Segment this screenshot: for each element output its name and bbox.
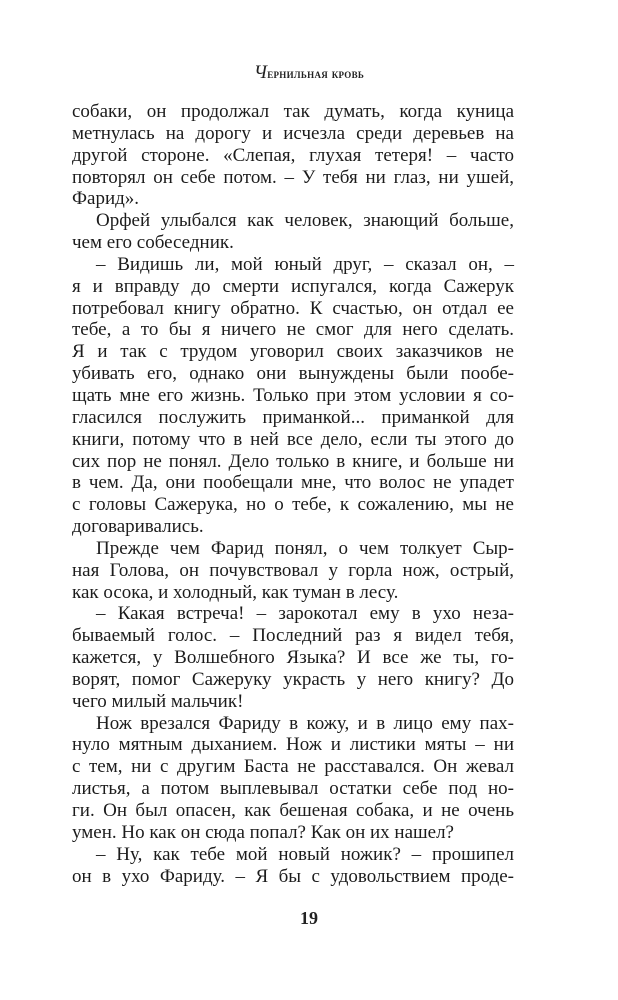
text-line: я и вправду до смерти испугался, когда Сажерук [72, 275, 514, 297]
text-line: Нож врезался Фариду в кожу, и в лицо ему пах- [96, 712, 514, 734]
text-line: договаривались. [72, 516, 204, 538]
paragraph [72, 603, 514, 712]
text-line: бываемый голос. – Последний раз я видел тебя, [72, 625, 514, 647]
running-head-initial: Ч [253, 62, 268, 83]
text-line: собаки, он продолжал так думать, когда куница [72, 101, 514, 122]
text-line: потребовал книгу обратно. К счастью, он отдал ее [72, 297, 514, 319]
text-line: гласился послужить приманкой... приманкой для [72, 406, 514, 428]
paragraph [72, 538, 514, 604]
text-line: другой стороне. «Слепая, глухая тетеря! – часто [72, 144, 514, 166]
text-line: повторял он себе потом. – У тебя ни глаз, ни ушей, [72, 166, 514, 188]
text-line: как осока, и холодный, как туман в лесу. [72, 581, 399, 603]
text-line: чего милый мальчик! [72, 690, 244, 712]
text-line: ворят, помог Сажеруку украсть у него книгу? До [72, 668, 514, 690]
paragraph [72, 210, 514, 254]
text-line: убивать его, однако они вынуждены были пообе- [72, 363, 514, 385]
text-line: он в ухо Фариду. – Я бы с удовольствием проде- [72, 865, 514, 887]
text-line: Я и так с трудом уговорил своих заказчиков не [72, 341, 514, 363]
paragraph [72, 101, 514, 210]
text-line: – Какая встреча! – зарокотал ему в ухо неза- [96, 603, 514, 625]
text-line: – Видишь ли, мой юный друг, – сказал он, – [96, 253, 514, 275]
text-line: сих пор не понял. Дело только в книге, и больше ни [72, 450, 514, 472]
text-line: Фарид». [72, 188, 140, 210]
text-line: щать мне его жизнь. Только при этом условии я со- [72, 384, 514, 406]
text-line: в чем. Да, они пообещали мне, что волос не упадет [72, 472, 514, 494]
running-head [0, 62, 618, 84]
text-line: ная Голова, он почувствовал у горла нож, острый, [72, 559, 514, 581]
text-line: нуло мятным дыханием. Нож и листики мяты – ни [72, 734, 514, 756]
text-line: Прежде чем Фарид понял, о чем толкует Сыр- [96, 537, 514, 559]
text-line: ги. Он был опасен, как бешеная собака, и не очень [72, 800, 514, 821]
paragraph [72, 844, 514, 888]
paragraph [72, 713, 514, 844]
text-line: книги, потому что в ней все дело, если ты этого до [72, 428, 514, 450]
text-line: умен. Но как он сюда попал? Как он их нашел? [72, 821, 454, 843]
text-line: с тем, ни с другим Баста не расставался. Он жевал [72, 756, 514, 778]
text-line: с головы Сажерука, но о тебе, к сожалению, мы не [72, 494, 514, 516]
text-line: тебе, а то бы я ничего не смог для него сделать. [72, 319, 514, 341]
text-line: кажется, у Волшебного Языка? И все же ты, го- [72, 647, 514, 669]
body-text [72, 101, 514, 887]
running-head-title: ернильная кровь [267, 66, 365, 81]
text-line: листья, а потом выплевывал остатки себе под но- [72, 778, 514, 800]
paragraph [72, 254, 514, 538]
text-line: – Ну, как тебе мой новый ножик? – прошипел [96, 843, 514, 865]
page-number: 19 [300, 908, 318, 928]
text-line: метнулась на дорогу и исчезла среди деревьев на [72, 122, 514, 144]
text-line: чем его собеседник. [72, 232, 234, 254]
text-line: Орфей улыбался как человек, знающий больше, [96, 210, 514, 232]
